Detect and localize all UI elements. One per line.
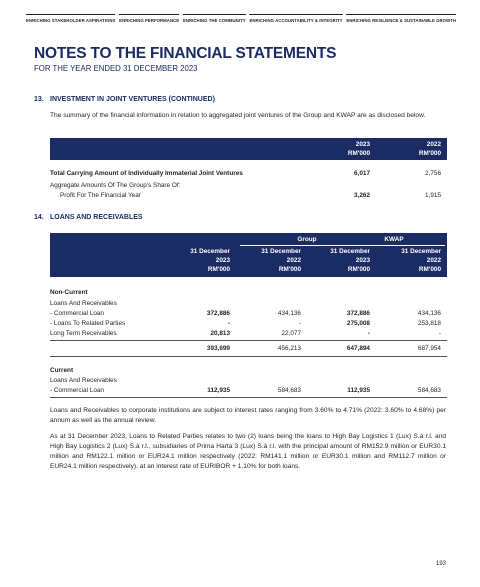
row-label: Non-Current <box>50 289 88 296</box>
section-13-intro: The summary of the financial information in relation to aggregated joint ventures of the Group and KWAP are as disclosed below. <box>50 112 426 119</box>
col-unit: RM'000 <box>278 266 301 273</box>
row-label: Loans And Receivables <box>50 300 117 307</box>
cell: - <box>298 320 301 327</box>
cell: 22,077 <box>281 330 301 337</box>
section-number: 13. <box>34 96 44 103</box>
value-2023: 6,017 <box>354 170 370 177</box>
col-unit: RM'000 <box>347 266 370 273</box>
row-label: Current <box>50 367 74 374</box>
table-row <box>50 309 447 318</box>
cell: 275,008 <box>346 320 370 327</box>
value-2022: 2,756 <box>425 170 441 177</box>
table-row <box>50 181 447 190</box>
row-label: Profit For The Financial Year <box>60 192 141 199</box>
non-current-heading <box>50 288 447 297</box>
col-year: 2022 <box>286 257 301 264</box>
kwap-header: KWAP <box>384 236 404 243</box>
value-2022: 1,915 <box>425 192 441 199</box>
cell: 253,818 <box>417 320 441 327</box>
cell: 456,213 <box>277 345 301 352</box>
loans-table-header <box>50 233 447 277</box>
jv-col-2023-unit: RM'000 <box>347 150 370 157</box>
subtotal-rule-bottom <box>50 356 447 357</box>
cell: 112,935 <box>347 387 370 394</box>
page-title: NOTES TO THE FINANCIAL STATEMENTS <box>34 45 337 62</box>
nav-performance[interactable]: ENRICHING PERFORMANCE <box>119 14 179 23</box>
row-label: Loans And Receivables <box>50 377 117 384</box>
nav-resilience-growth[interactable]: ENRICHING RESILIENCE & SUSTAINABLE GROWTH <box>346 14 456 23</box>
section-title: LOANS AND RECEIVABLES <box>50 214 143 221</box>
cell: - <box>367 330 370 337</box>
cell: 584,683 <box>277 387 301 394</box>
cell: 372,886 <box>346 310 370 317</box>
table-row <box>50 169 447 178</box>
row-label: Long Term Receivables <box>50 330 117 337</box>
cell: 647,894 <box>346 345 370 352</box>
col-unit: RM'000 <box>418 266 441 273</box>
current-heading <box>50 366 447 375</box>
section-13-heading <box>34 96 215 103</box>
group-divider <box>240 245 352 246</box>
subtotal-rule-top <box>50 340 447 341</box>
interest-rate-paragraph: Loans and Receivables to corporate institutions are subject to interest rates ranging from 3.60% to 4.71% (2022: 3.60% to 4.68%) per annum as well as the annual review. <box>50 407 446 424</box>
row-label: - Commercial Loan <box>50 387 104 394</box>
table-row <box>50 191 447 200</box>
kwap-divider <box>348 245 445 246</box>
col-date: 31 December <box>401 248 441 255</box>
related-parties-paragraph: As at 31 December 2023, Loans to Related Parties relates to two (2) loans being the loans to High Bay Logistics 1 (Lux) S.à r.l. and High Bay Logistics 2 (Lux) S.à r.l., subsidiaries of Prima Harta 3 (Lux) S.à r.l. with the principal amount of RM152.9 million or EUR30.1 million and RM122.1 million or EUR24.1 million respectively (2022: RM141.1 million or EUR30.1 million and RM112.7 million or EUR24.1 million respectively), at an interest rate of EURIBOR + 1.10% for both loans. <box>50 433 446 470</box>
nav-community[interactable]: ENRICHING THE COMMUNITY <box>183 14 246 23</box>
section-number: 14. <box>34 214 44 221</box>
subtotal-row <box>50 344 447 353</box>
cell: 112,935 <box>207 387 230 394</box>
page-subtitle: FOR THE YEAR ENDED 31 DECEMBER 2023 <box>34 64 198 73</box>
cell: 687,954 <box>417 345 441 352</box>
group-header: Group <box>297 236 317 243</box>
page-number: 193 <box>435 561 446 567</box>
cell: 372,886 <box>206 310 230 317</box>
cell: 434,136 <box>277 310 301 317</box>
col-year: 2023 <box>215 257 230 264</box>
value-2023: 3,262 <box>354 192 370 199</box>
col-date: 31 December <box>330 248 370 255</box>
loans-receivables-label <box>50 299 447 308</box>
table-row <box>50 329 447 338</box>
top-navigation <box>26 14 456 23</box>
nav-stakeholder-aspirations[interactable]: ENRICHING STAKEHOLDER ASPIRATIONS <box>26 14 115 23</box>
col-date: 31 December <box>190 248 230 255</box>
table-row <box>50 386 447 395</box>
cell: - <box>438 330 441 337</box>
cell: 20,813 <box>210 330 230 337</box>
section-title: INVESTMENT IN JOINT VENTURES (CONTINUED) <box>50 96 215 103</box>
row-label: Total Carrying Amount of Individually Immaterial Joint Ventures <box>50 170 243 177</box>
cell: 434,136 <box>417 310 441 317</box>
row-label: Aggregate Amounts Of The Group's Share Of: <box>50 182 181 189</box>
jv-col-2022-year: 2022 <box>426 141 441 148</box>
col-year: 2022 <box>426 257 441 264</box>
col-year: 2023 <box>355 257 370 264</box>
jv-table-header <box>50 138 447 160</box>
cell: 393,699 <box>206 345 230 352</box>
cell: 584,683 <box>417 387 441 394</box>
nav-accountability-integrity[interactable]: ENRICHING ACCOUNTABILITY & INTEGRITY <box>249 14 342 23</box>
section-14-heading <box>34 214 143 221</box>
row-label: - Commercial Loan <box>50 310 104 317</box>
table-row <box>50 319 447 328</box>
col-date: 31 December <box>261 248 301 255</box>
row-label: - Loans To Related Parties <box>50 320 126 327</box>
jv-col-2022-unit: RM'000 <box>418 150 441 157</box>
loans-receivables-label <box>50 376 447 385</box>
cell: - <box>227 320 230 327</box>
jv-col-2023-year: 2023 <box>355 141 370 148</box>
current-rule <box>50 397 447 398</box>
col-unit: RM'000 <box>207 266 230 273</box>
